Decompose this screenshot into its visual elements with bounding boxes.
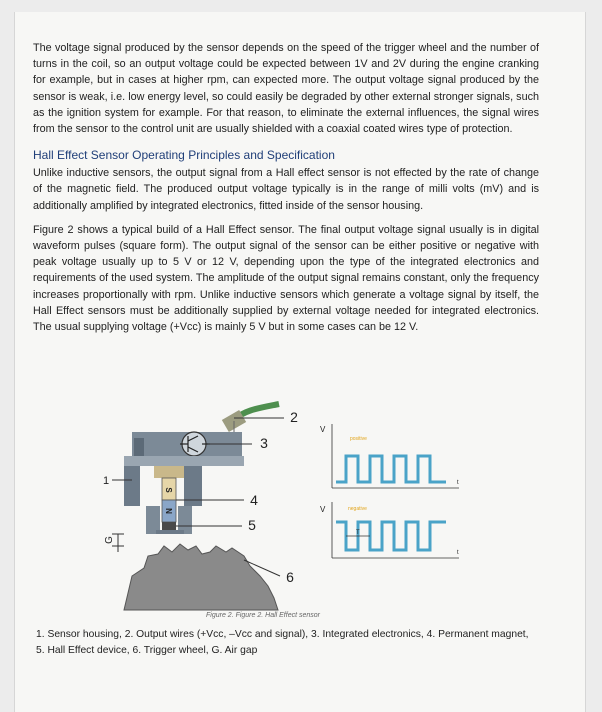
label-3: 3 bbox=[260, 435, 268, 451]
housing-insert bbox=[154, 466, 184, 478]
housing-side-left bbox=[124, 466, 140, 506]
housing-lower-right bbox=[178, 506, 192, 534]
paragraph-hall-intro: Unlike inductive sensors, the output signal from a Hall effect sensor is not effected by the rate of change of the magnetic field. The produced output voltage typically is in the range of milli volts (mV) and is additionally amplified by integrated electronics, fitted inside of the sensor housing. bbox=[33, 167, 539, 212]
negative-axis-v: V bbox=[320, 505, 326, 514]
label-1: 1 bbox=[102, 475, 110, 487]
housing-mid bbox=[124, 456, 244, 466]
hall-device bbox=[162, 522, 176, 530]
label-2: 2 bbox=[290, 409, 298, 425]
figure-caption-small: Figure 2. Figure 2. Hall Effect sensor bbox=[206, 612, 320, 619]
label-6: 6 bbox=[286, 569, 294, 585]
housing-flange-left bbox=[134, 438, 144, 456]
positive-wave-label: positive bbox=[350, 436, 367, 442]
period-label: T bbox=[356, 530, 360, 536]
housing-lower-left bbox=[146, 506, 160, 534]
hall-sensor-figure bbox=[84, 380, 494, 612]
magnet-n-label: N bbox=[164, 508, 173, 514]
negative-axis-t: t bbox=[457, 550, 459, 556]
negative-wave-label: negative bbox=[348, 506, 367, 512]
figure-legend: 1. Sensor housing, 2. Output wires (+Vcc, –Vcc and signal), 3. Integrated electronics, 4. Permanent magnet, 5. Hall Effect device, 6. Trigger wheel, G. Air gap bbox=[36, 629, 529, 656]
section-heading-hall-effect: Hall Effect Sensor Operating Principles and Specification bbox=[33, 148, 335, 163]
paragraph-figure-description: Figure 2 shows a typical build of a Hall Effect sensor. The final output voltage signal usually is in digital waveform pulses (square form). The output signal of the sensor can be either positive or negative with peak voltage usually up to 5 V or 12 V, depending upon the type of the integrated electronics and requirements of the used system. The amplitude of the output signal remains constant, only the frequency increases proportionally with rpm. Unlike inductive sensors which generate a voltage signal by itself, the Hall Effect sensors must be additionally supplied by external voltage needed for integrated electronics. The usual supplying voltage (+Vcc) is mainly 5 V but in some cases can be 12 V. bbox=[33, 223, 539, 334]
positive-axis-v: V bbox=[320, 425, 326, 434]
document-content bbox=[33, 40, 539, 341]
label-5: 5 bbox=[248, 517, 256, 533]
positive-axis-t: t bbox=[457, 480, 459, 486]
paragraph-voltage-signal: The voltage signal produced by the sensor depends on the speed of the trigger wheel and the number of turns in the coil, so an output voltage could be expected between 1V and 2V during the engine cranking for example, but in cases at higher rpm, can expected more. The output voltage signal produced by the sensor is weak, i.e. low energy level, so could easily be degraded by other external stronger signals, such as the ignition system for example. For that reason, to eliminate the external influences, the signal wires from the sensor to the control unit are usually shielded with a coaxial coated wires type of protection. bbox=[33, 42, 539, 136]
label-4: 4 bbox=[250, 492, 258, 508]
housing-tip bbox=[156, 530, 184, 534]
gap-label: G bbox=[104, 536, 115, 544]
hall-sensor-diagram bbox=[84, 380, 494, 612]
magnet-s-label: S bbox=[164, 487, 173, 493]
